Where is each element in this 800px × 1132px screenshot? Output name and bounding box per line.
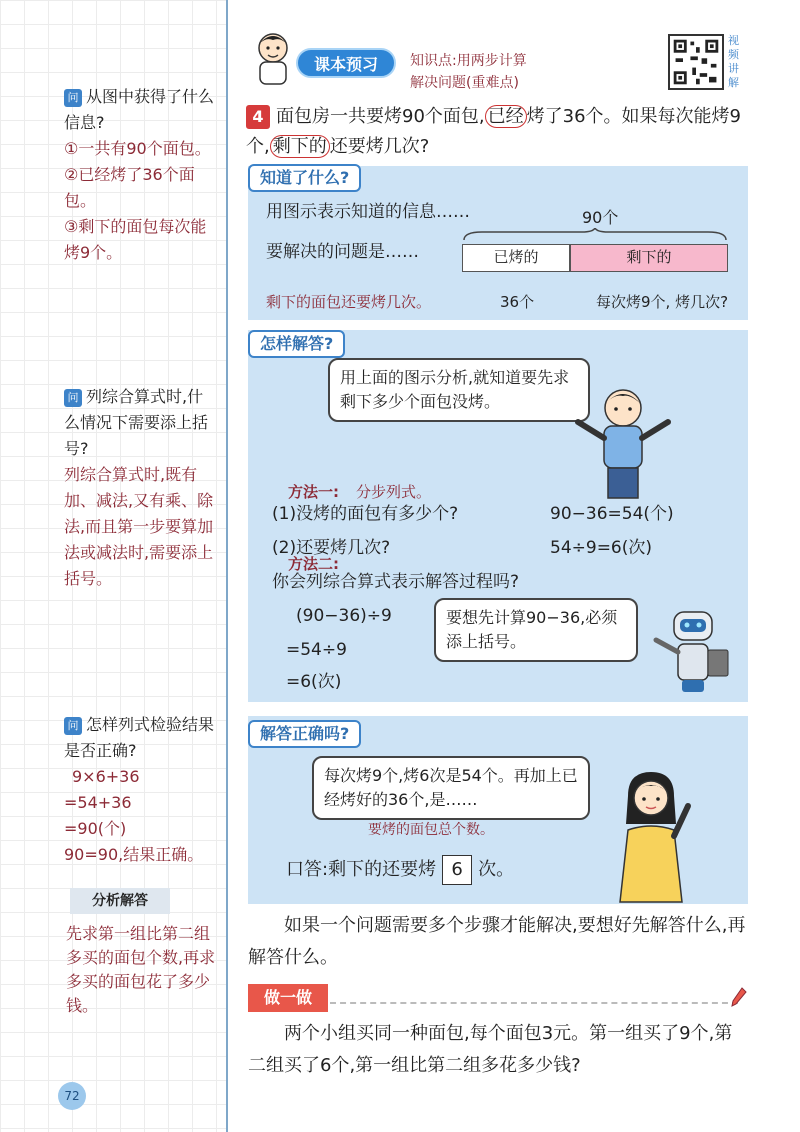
oral-answer-prefix: 口答:剩下的还要烤: [286, 859, 437, 880]
qr-label: 视频讲解: [728, 34, 739, 89]
note-brackets: [64, 384, 216, 592]
baked-count: 36个: [500, 293, 535, 311]
step-1-answer: 90−36=54(个): [550, 504, 674, 524]
solve-title: 怎样解答?: [248, 330, 345, 358]
check-line-1: 9×6+36: [72, 767, 140, 786]
note-answer-2: ②已经烤了36个面包。: [64, 165, 195, 210]
note-answer-1: ①一共有90个面包。: [64, 139, 211, 158]
note-answer: 列综合算式时,既有加、减法,又有乘、除法,而且第一步要算加法或减法时,需要添上括号。: [64, 465, 214, 588]
doit-problem: 两个小组买同一种面包,每个面包3元。第一组买了9个,第二组买了6个,第一组比第二组多花多少钱?: [248, 1023, 733, 1076]
note-info: [64, 84, 216, 266]
girl-speech-bubble: 每次烤9个,烤6次是54个。再加上已经烤好的36个,是……: [312, 756, 590, 820]
notes-column: [0, 0, 228, 1132]
doit-title: 做一做: [248, 984, 328, 1012]
knowledge-point-line-1: 知识点:用两步计算: [410, 53, 527, 69]
answer-box[interactable]: 6: [442, 855, 472, 885]
lesson-header: [248, 28, 668, 98]
total-brace: [462, 228, 728, 242]
problem-highlight-1: 已经: [485, 105, 527, 128]
analysis-text: 先求第一组比第二组多买的面包个数,再求多买的面包花了多少钱。: [66, 924, 216, 1015]
check-line-3: =90(个): [64, 819, 127, 838]
equation-line-1: (90−36)÷9: [296, 606, 392, 626]
check-line-4: 90=90,结果正确。: [64, 845, 204, 864]
question-badge-icon: 问: [64, 389, 82, 407]
note-question: 从图中获得了什么信息?: [64, 87, 215, 132]
method-1-label: 方法一:: [288, 483, 339, 501]
oral-answer: [286, 854, 514, 886]
robot-icon: [648, 606, 738, 696]
robot-speech-bubble: 要想先计算90−36,必须添上括号。: [434, 598, 638, 662]
page-number: 72: [58, 1082, 86, 1110]
analysis-title: 分析解答: [70, 888, 170, 914]
per-time-question: 每次烤9个, 烤几次?: [596, 293, 729, 311]
method-2-label: 方法二:: [288, 555, 339, 573]
check-section: [248, 716, 748, 904]
problem-highlight-2: 剩下的: [270, 135, 330, 158]
solve-section: [248, 330, 748, 702]
know-intro: 用图示表示知道的信息……: [266, 202, 470, 222]
note-answer-3: ③剩下的面包每次能烤9个。: [64, 217, 207, 262]
qr-code-icon[interactable]: [668, 34, 724, 90]
problem-text-1: 面包房一共要烤90个面包,: [276, 106, 485, 127]
know-question: 要解决的问题是……: [266, 242, 419, 262]
equation-line-2: =54÷9: [286, 640, 347, 660]
boy-icon: [570, 382, 676, 502]
note-question: 怎样列式检验结果是否正确?: [64, 715, 215, 760]
check-title: 解答正确吗?: [248, 720, 361, 748]
method-2-question: 你会列综合算式表示解答过程吗?: [272, 572, 520, 592]
knowledge-point: [410, 50, 527, 94]
baked-bar: 已烤的: [462, 244, 570, 272]
doit-divider: [330, 1002, 738, 1004]
step-2-question: (2)还要烤几次?: [272, 538, 391, 558]
total-label: 90个: [582, 208, 619, 227]
problem-number: 4: [246, 105, 270, 129]
girl-icon: [598, 766, 704, 904]
remaining-bar: 剩下的: [570, 244, 728, 272]
student-icon: [248, 28, 298, 88]
question-badge-icon: 问: [64, 717, 82, 735]
oral-answer-suffix: 次。: [478, 859, 515, 880]
conclusion-text: 如果一个问题需要多个步骤才能解决,要想好先解答什么,再解答什么。: [248, 915, 746, 968]
check-hint: 要烤的面包总个数。: [368, 822, 494, 838]
note-question: 列综合算式时,什么情况下需要添上括号?: [64, 387, 209, 458]
preview-banner: 课本预习: [296, 48, 396, 78]
method-1-desc: 分步列式。: [356, 483, 432, 501]
know-hint: 剩下的面包还要烤几次。: [266, 293, 432, 311]
equation-line-3: =6(次): [286, 672, 342, 692]
pencil-icon: [730, 986, 748, 1008]
step-2-answer: 54÷9=6(次): [550, 538, 653, 558]
check-line-2: =54+36: [64, 793, 132, 812]
know-title: 知道了什么?: [248, 164, 361, 192]
step-1-question: (1)没烤的面包有多少个?: [272, 504, 459, 524]
boy-speech-bubble: 用上面的图示分析,就知道要先求剩下多少个面包没烤。: [328, 358, 590, 422]
knowledge-point-line-2: 解决问题(重难点): [410, 75, 519, 91]
know-section: [248, 166, 748, 320]
problem-text-2: 烤了36个。如果每次能烤9个,: [246, 106, 741, 157]
problem-statement: [246, 102, 746, 162]
note-check: [64, 712, 216, 868]
question-badge-icon: 问: [64, 89, 82, 107]
problem-text-3: 还要烤几次?: [329, 136, 430, 157]
